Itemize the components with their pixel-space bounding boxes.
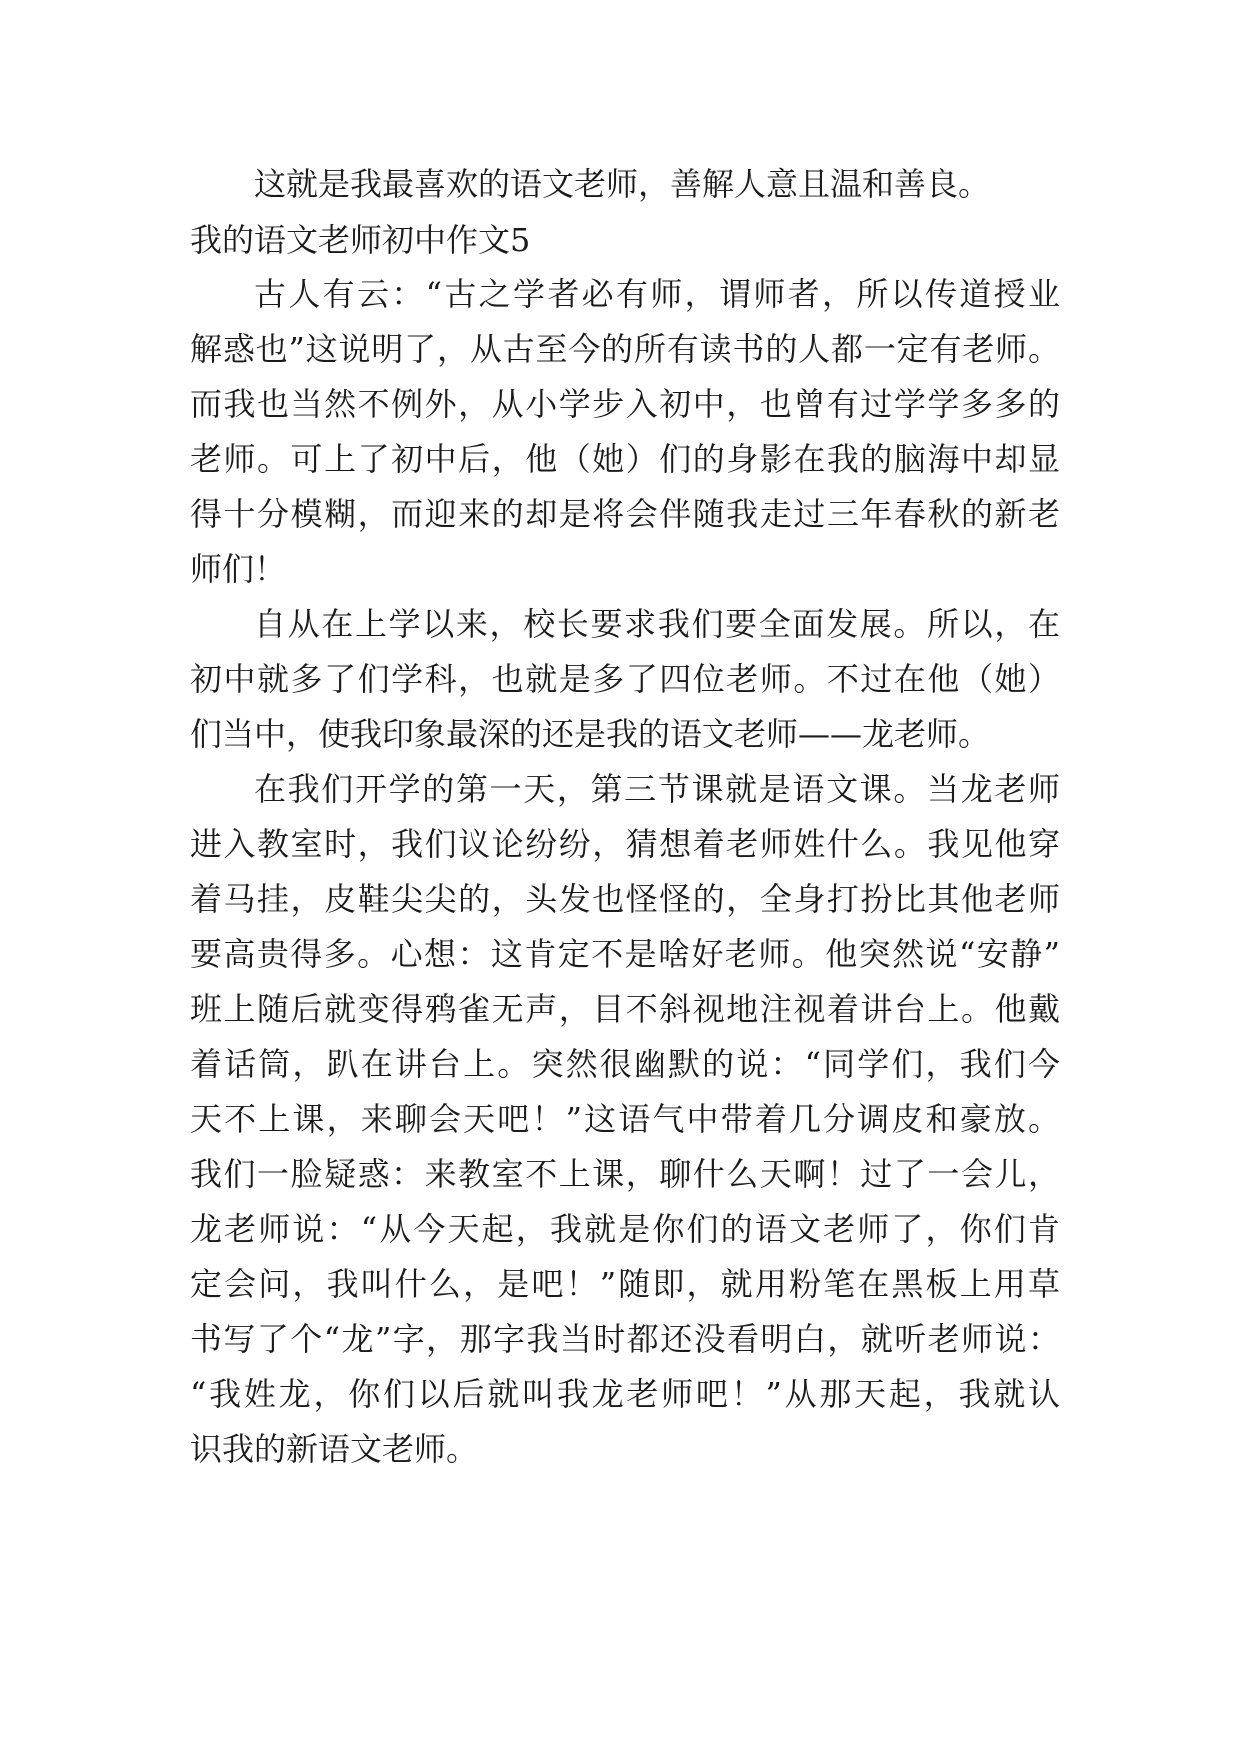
paragraph-line: 我们一脸疑惑：来教室不上课，聊什么天啊！过了一会儿， [190,1155,1060,1193]
paragraph-line: 老师。可上了初中后，他（她）们的身影在我的脑海中却显 [190,440,1060,478]
paragraph-line: 进入教室时，我们议论纷纷，猜想着老师姓什么。我见他穿 [190,825,1060,863]
paragraph-line: 班上随后就变得鸦雀无声，目不斜视地注视着讲台上。他戴 [190,990,1060,1028]
paragraph-line: 天不上课，来聊会天吧！”这语气中带着几分调皮和豪放。 [190,1100,1060,1138]
paragraph-line: 龙老师说：“从今天起，我就是你们的语文老师了，你们肯 [190,1210,1060,1248]
paragraph-line: 要高贵得多。心想：这肯定不是啥好老师。他突然说“安静” [190,935,1060,973]
paragraph-line: 书写了个“龙”字，那字我当时都还没看明白，就听老师说： [190,1320,1060,1358]
section-heading: 我的语文老师初中作文5 [190,221,531,259]
paragraph-line: 着马挂，皮鞋尖尖的，头发也怪怪的，全身打扮比其他老师 [190,880,1060,918]
paragraph-line: 初中就多了们学科，也就是多了四位老师。不过在他（她） [190,660,1060,698]
paragraph-line: “我姓龙，你们以后就叫我龙老师吧！”从那天起，我就认 [190,1375,1060,1413]
paragraph-line: 而我也当然不例外，从小学步入初中，也曾有过学学多多的 [190,385,1060,423]
paragraph-line: 定会问，我叫什么，是吧！”随即，就用粉笔在黑板上用草 [190,1265,1060,1303]
paragraph-line: 这就是我最喜欢的语文老师，善解人意且温和善良。 [254,165,991,203]
paragraph-line: 识我的新语文老师。 [190,1430,479,1468]
paragraph-line: 得十分模糊，而迎来的却是将会伴随我走过三年春秋的新老 [190,495,1060,533]
paragraph-line: 在我们开学的第一天，第三节课就是语文课。当龙老师 [254,770,1060,808]
paragraph-line: 解惑也”这说明了，从古至今的所有读书的人都一定有老师。 [190,330,1060,368]
paragraph-line: 师们！ [190,550,287,588]
paragraph-line: 古人有云：“古之学者必有师，谓师者，所以传道授业 [254,275,1060,313]
paragraph-line: 们当中，使我印象最深的还是我的语文老师——龙老师。 [190,715,991,753]
paragraph-line: 自从在上学以来，校长要求我们要全面发展。所以，在 [254,605,1060,643]
paragraph-line: 着话筒，趴在讲台上。突然很幽默的说：“同学们，我们今 [190,1045,1060,1083]
